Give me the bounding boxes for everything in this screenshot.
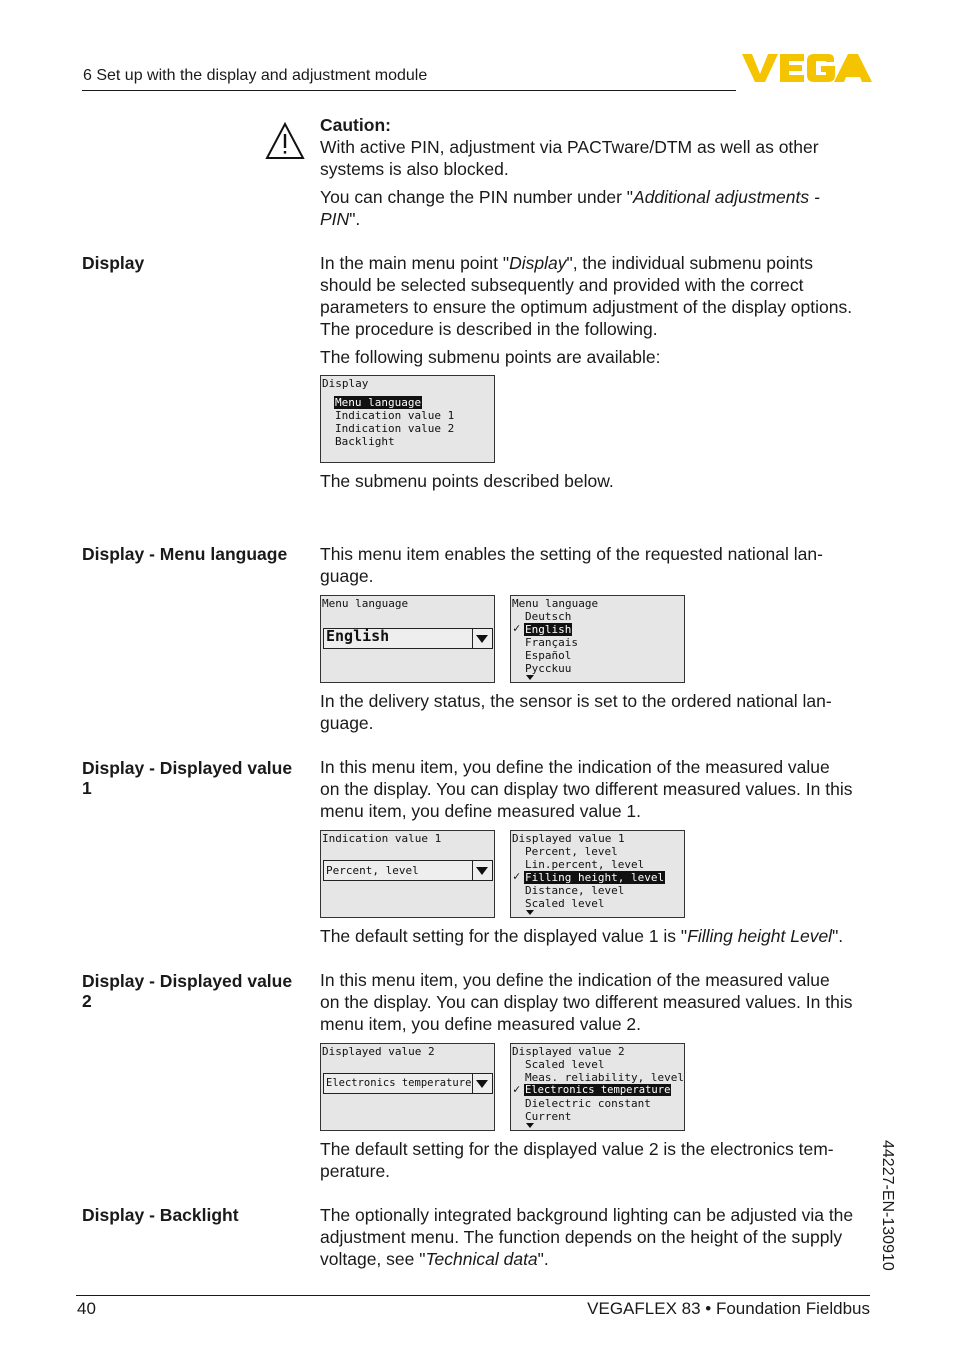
- header-rule: [82, 90, 736, 91]
- caution-line: With active PIN, adjustment via PACTware/DTM as well as other: [320, 137, 819, 157]
- language-combo: English: [323, 628, 493, 649]
- footer-rule: [76, 1295, 870, 1296]
- heading-displayed-value-2: Display - Displayed value 2: [82, 971, 293, 1011]
- checkmark-icon: ✓: [513, 869, 521, 883]
- caution-title: Caution:: [320, 115, 391, 135]
- checkmark-icon: ✓: [513, 621, 521, 635]
- scroll-down-icon: [526, 910, 534, 915]
- heading-backlight: Display - Backlight: [82, 1205, 239, 1225]
- value1-default: The default setting for the displayed value 1 is "Filling height Level".: [320, 926, 844, 946]
- dropdown-arrow-icon: [472, 1074, 492, 1093]
- screen-item: Indication value 1: [335, 409, 455, 422]
- screen-item: Indication value 2: [335, 422, 455, 435]
- footer-title: VEGAFLEX 83 • Foundation Fieldbus: [587, 1299, 870, 1318]
- display-menu-screen: Display Menu language Indication value 1 Indication value 2 Backlight: [320, 375, 495, 463]
- caution-line: systems is also blocked.: [320, 159, 509, 179]
- pin-note-line2: PIN".: [320, 209, 361, 229]
- screen-selected-item: Menu language: [335, 396, 422, 409]
- warning-icon: [265, 122, 305, 165]
- dropdown-arrow-icon: [472, 861, 492, 880]
- vega-logo: [742, 52, 872, 89]
- menu-language-list-screen: Menu language Deutsch ✓ English Français Español Pycckuu: [510, 595, 685, 683]
- page-number: 40: [77, 1299, 96, 1318]
- menu-language-screen: Menu language English: [320, 595, 495, 683]
- checkmark-icon: ✓: [513, 1082, 521, 1096]
- value1-combo: Percent, level: [323, 860, 493, 881]
- heading-display: Display: [82, 253, 145, 273]
- value2-default: The default setting for the displayed value 2 is the electronics tem- perature.: [320, 1139, 834, 1181]
- value1-screen: Indication value 1 Percent, level: [320, 830, 495, 918]
- menu-language-paragraph: This menu item enables the setting of the requested national lan- guage.: [320, 544, 823, 586]
- value1-paragraph: In this menu item, you define the indication of the measured value on the display. You can display two different measured values. In this menu item, you define measured value 1.: [320, 757, 853, 821]
- display-submenu-note: The submenu points described below.: [320, 471, 614, 491]
- display-paragraph: In the main menu point "Display", the individual submenu points should be selected subsequently and provided with the correct parameters to ensure the optimum adjustment of the display options. The procedure is described in the following. The following submenu points are available:: [320, 253, 853, 367]
- scroll-down-icon: [526, 675, 534, 680]
- value2-paragraph: In this menu item, you define the indication of the measured value on the display. You can display two different measured values. In this menu item, you define measured value 2.: [320, 970, 853, 1034]
- scroll-down-icon: [526, 1123, 534, 1128]
- value2-screen: Displayed value 2 Electronics temperature: [320, 1043, 495, 1131]
- running-header: 6 Set up with the display and adjustment module: [83, 67, 428, 84]
- backlight-paragraph: The optionally integrated background lighting can be adjusted via the adjustment menu. The function depends on the height of the supply voltage, see "Technical data".: [320, 1205, 854, 1269]
- value2-list-screen: Displayed value 2 Scaled level Meas. reliability, level ✓ Electronics temperature Dielectric constant Current: [510, 1043, 685, 1131]
- value2-combo: Electronics temperature: [323, 1073, 493, 1094]
- heading-displayed-value-1: Display - Displayed value 1: [82, 758, 293, 798]
- menu-language-delivery: In the delivery status, the sensor is set to the ordered national lan- guage.: [320, 691, 832, 733]
- pin-note: You can change the PIN number under "Additional adjustments -: [320, 187, 820, 207]
- heading-menu-language: Display - Menu language: [82, 544, 288, 564]
- screen-item: Backlight: [335, 435, 395, 448]
- dropdown-arrow-icon: [472, 629, 492, 648]
- document-number: 44227-EN-130910: [879, 1140, 896, 1271]
- caution-block: [320, 114, 872, 230]
- value1-list-screen: Displayed value 1 Percent, level Lin.percent, level ✓ Filling height, level Distance, level Scaled level: [510, 830, 685, 918]
